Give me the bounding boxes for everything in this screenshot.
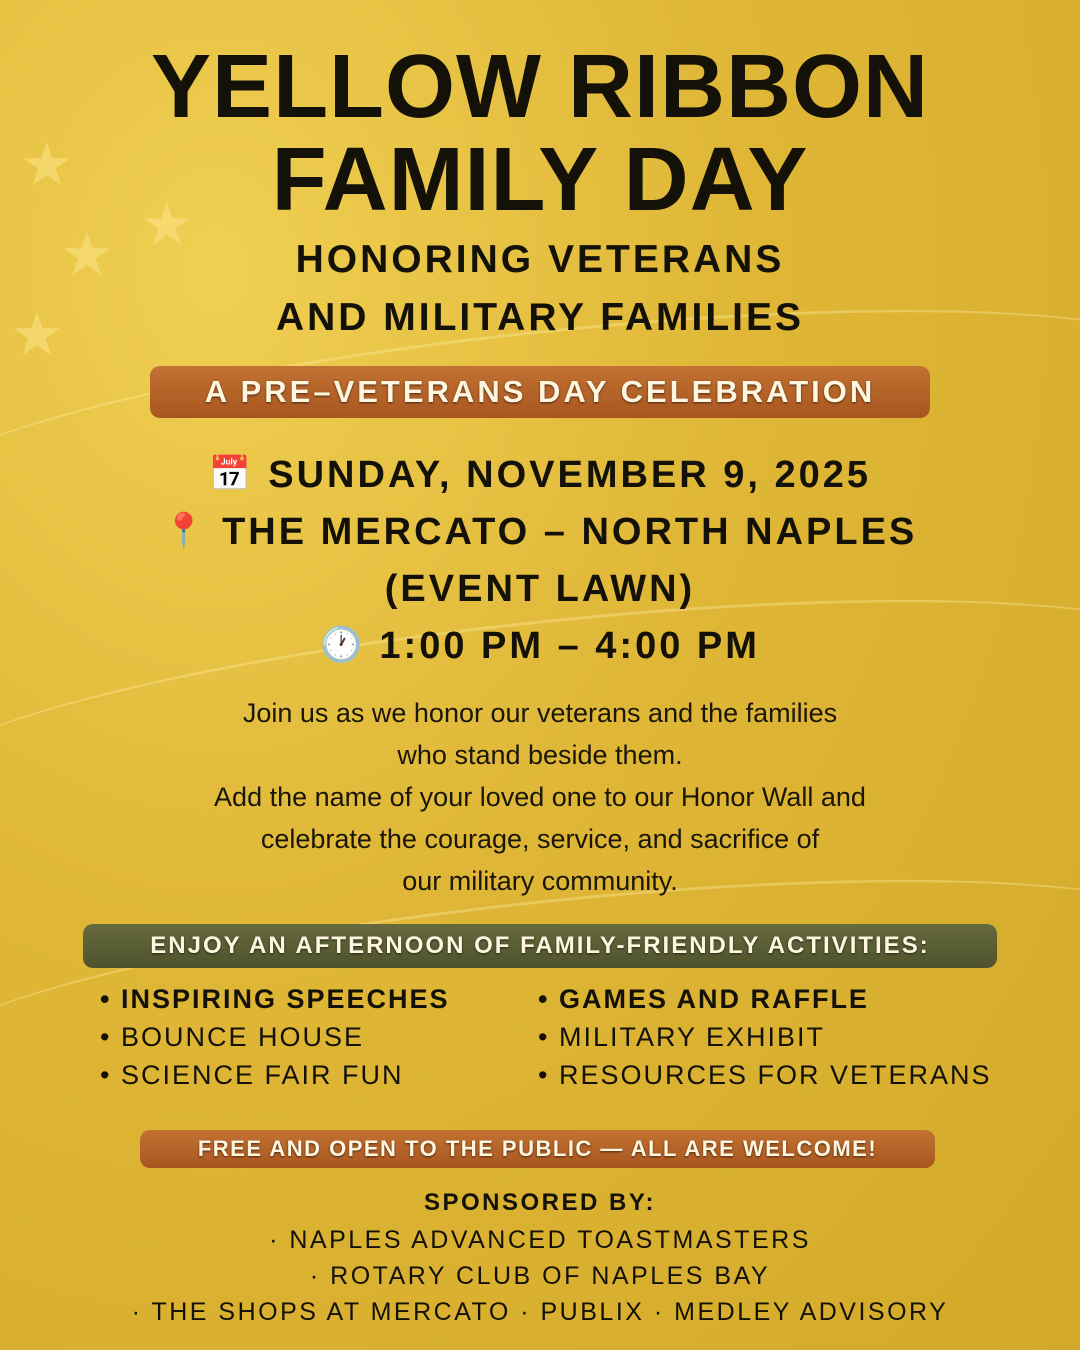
pre-veterans-day-banner [150, 366, 930, 418]
sponsor-line: · THE SHOPS AT MERCATO · PUBLIX · MEDLEY ADVISORY [131, 1298, 949, 1326]
free-admission-banner [140, 1130, 935, 1168]
time-text: 1:00 PM – 4:00 PM [379, 625, 760, 667]
sponsors-heading: SPONSORED BY: [423, 1189, 657, 1216]
banner-text: A PRE–VETERANS DAY CELEBRATION [204, 374, 876, 409]
description-line: celebrate the courage, service, and sacrifice of [260, 824, 820, 854]
description-line: Add the name of your loved one to our Honor Wall and [214, 782, 866, 812]
activity-item: • RESOURCES FOR VETERANS [538, 1060, 992, 1090]
event-location [0, 513, 1080, 551]
title-line-1: YELLOW RIBBON [151, 37, 929, 137]
activity-item: • INSPIRING SPEECHES [100, 984, 450, 1014]
description-line: Join us as we honor our veterans and the families [242, 698, 838, 728]
activities-heading: ENJOY AN AFTERNOON OF FAMILY-FRIENDLY ACTIVITIES: [150, 932, 930, 959]
description-line: our military community. [402, 866, 678, 896]
location-text: THE MERCATO – NORTH NAPLES [222, 511, 918, 553]
description-line: who stand beside them. [397, 740, 683, 770]
event-date [0, 456, 1080, 494]
date-text: SUNDAY, NOVEMBER 9, 2025 [268, 454, 872, 496]
event-location-detail: (EVENT LAWN) [384, 568, 696, 610]
activity-item: • GAMES AND RAFFLE [538, 984, 869, 1014]
free-admission-text: FREE AND OPEN TO THE PUBLIC — ALL ARE WELCOME! [197, 1136, 878, 1161]
subtitle-line-1: HONORING VETERANS [295, 238, 785, 281]
star-decoration: ★ [60, 221, 114, 288]
star-decoration: ★ [140, 191, 194, 258]
pin-icon: 📍 [162, 512, 209, 550]
star-decoration: ★ [20, 131, 74, 198]
clock-icon: 🕐 [320, 626, 366, 664]
calendar-icon: 📅 [208, 455, 255, 493]
title-line-2: FAMILY DAY [271, 130, 809, 230]
sponsor-line: · NAPLES ADVANCED TOASTMASTERS [269, 1226, 811, 1254]
activities-right-list [538, 980, 992, 1094]
activity-item: • SCIENCE FAIR FUN [100, 1060, 404, 1090]
activities-left-list [100, 980, 450, 1094]
sponsor-line: · ROTARY CLUB OF NAPLES BAY [309, 1262, 771, 1290]
event-time [0, 627, 1080, 665]
activity-item: • BOUNCE HOUSE [100, 1022, 364, 1052]
activities-heading-banner [83, 924, 997, 968]
activity-item: • MILITARY EXHIBIT [538, 1022, 826, 1052]
description [0, 692, 1080, 902]
subtitle-line-2: AND MILITARY FAMILIES [275, 296, 805, 339]
star-decoration: ★ [10, 301, 64, 368]
